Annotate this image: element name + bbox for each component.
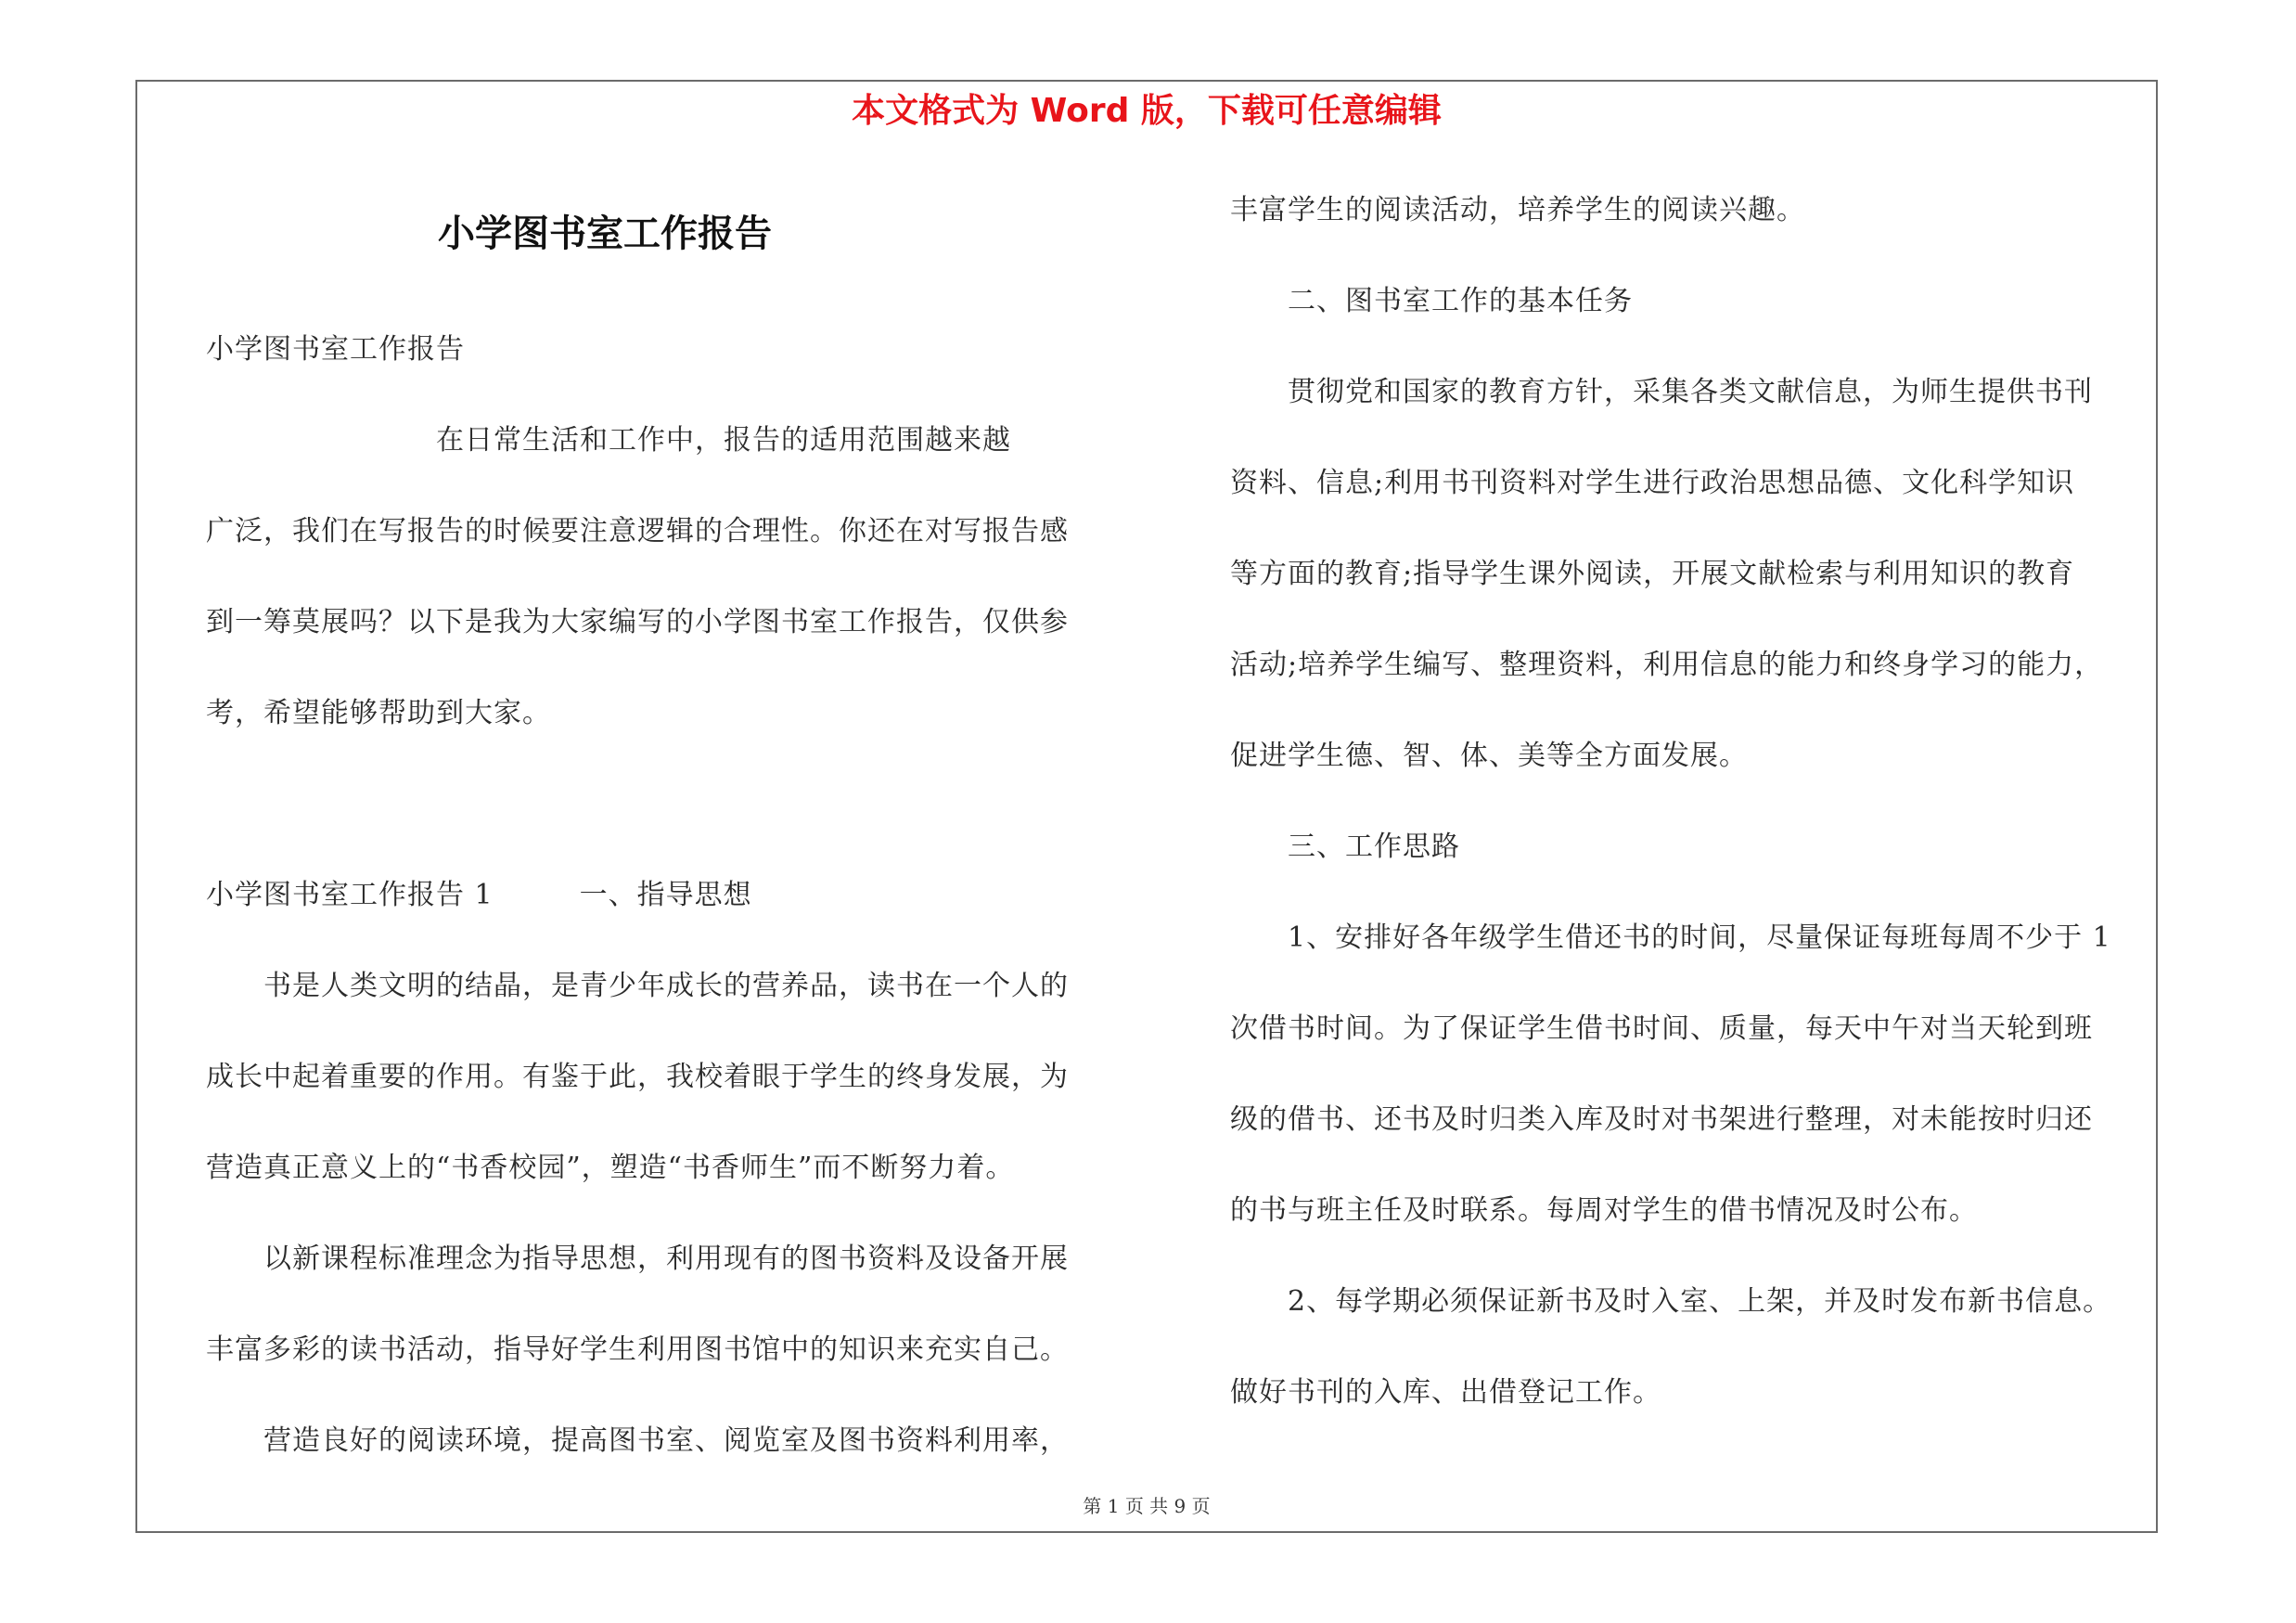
paragraph-line: 1、安排好各年级学生借还书的时间，尽量保证每班每周不少于 1: [1230, 921, 2111, 954]
paragraph-line: 贯彻党和国家的教育方针，采集各类文献信息，为师生提供书刊: [1230, 376, 2093, 408]
paragraph-line: 以新课程标准理念为指导思想，利用现有的图书资料及设备开展: [206, 1243, 1069, 1275]
blank-line: [206, 759, 1134, 850]
paragraph-line: 的书与班主任及时联系。每周对学生的借书情况及时公布。: [1230, 1194, 1978, 1227]
paragraph-line: 级的借书、还书及时归类入库及时对书架进行整理，对未能按时归还: [1230, 1103, 2093, 1136]
section-heading: 二、图书室工作的基本任务: [1230, 285, 1633, 317]
paragraph-line: 考，希望能够帮助到大家。: [206, 697, 551, 729]
paragraph-line: 丰富多彩的读书活动，指导好学生利用图书馆中的知识来充实自己。: [206, 1333, 1069, 1366]
paragraph-line: 丰富学生的阅读活动，培养学生的阅读兴趣。: [1230, 194, 1805, 226]
paragraph-line: 成长中起着重要的作用。有鉴于此，我校着眼于学生的终身发展，为: [206, 1061, 1069, 1093]
left-column: [206, 304, 1134, 1487]
paragraph-line: 小学图书室工作报告: [206, 333, 465, 366]
paragraph-line: 促进学生德、智、体、美等全方面发展。: [1230, 740, 1748, 772]
paragraph-line: 书是人类文明的结晶，是青少年成长的营养品，读书在一个人的: [206, 970, 1069, 1002]
right-column: [1230, 165, 2158, 1438]
paragraph-line: 次借书时间。为了保证学生借书时间、质量，每天中午对当天轮到班: [1230, 1012, 2093, 1045]
paragraph-line: 营造良好的阅读环境，提高图书室、阅览室及图书资料利用率，: [206, 1424, 1069, 1457]
page-number: 第 1 页 共 9 页: [1083, 1495, 1211, 1517]
section-heading: 小学图书室工作报告 1 一、指导思想: [206, 879, 752, 911]
word-format-banner: 本文格式为 Word 版，下载可任意编辑: [852, 92, 1442, 130]
section-heading: 三、工作思路: [1230, 831, 1460, 863]
paragraph-line: 2、每学期必须保证新书及时入室、上架，并及时发布新书信息。: [1230, 1285, 2112, 1318]
paragraph-line: 等方面的教育;指导学生课外阅读，开展文献检索与利用知识的教育: [1230, 558, 2075, 590]
document-title: 小学图书室工作报告: [438, 212, 772, 255]
paragraph-line: 做好书刊的入库、出借登记工作。: [1230, 1376, 1661, 1409]
paragraph-line: 活动;培养学生编写、整理资料，利用信息的能力和终身学习的能力，: [1230, 649, 2104, 681]
paragraph-line: 广泛，我们在写报告的时候要注意逻辑的合理性。你还在对写报告感: [206, 515, 1069, 547]
paragraph-line: 营造真正意义上的“书香校园”，塑造“书香师生”而不断努力着。: [206, 1152, 1015, 1184]
paragraph-line: 资料、信息;利用书刊资料对学生进行政治思想品德、文化科学知识: [1230, 467, 2075, 499]
paragraph-line: 到一筹莫展吗？以下是我为大家编写的小学图书室工作报告，仅供参: [206, 606, 1069, 638]
paragraph-line: 在日常生活和工作中，报告的适用范围越来越: [206, 424, 1011, 457]
